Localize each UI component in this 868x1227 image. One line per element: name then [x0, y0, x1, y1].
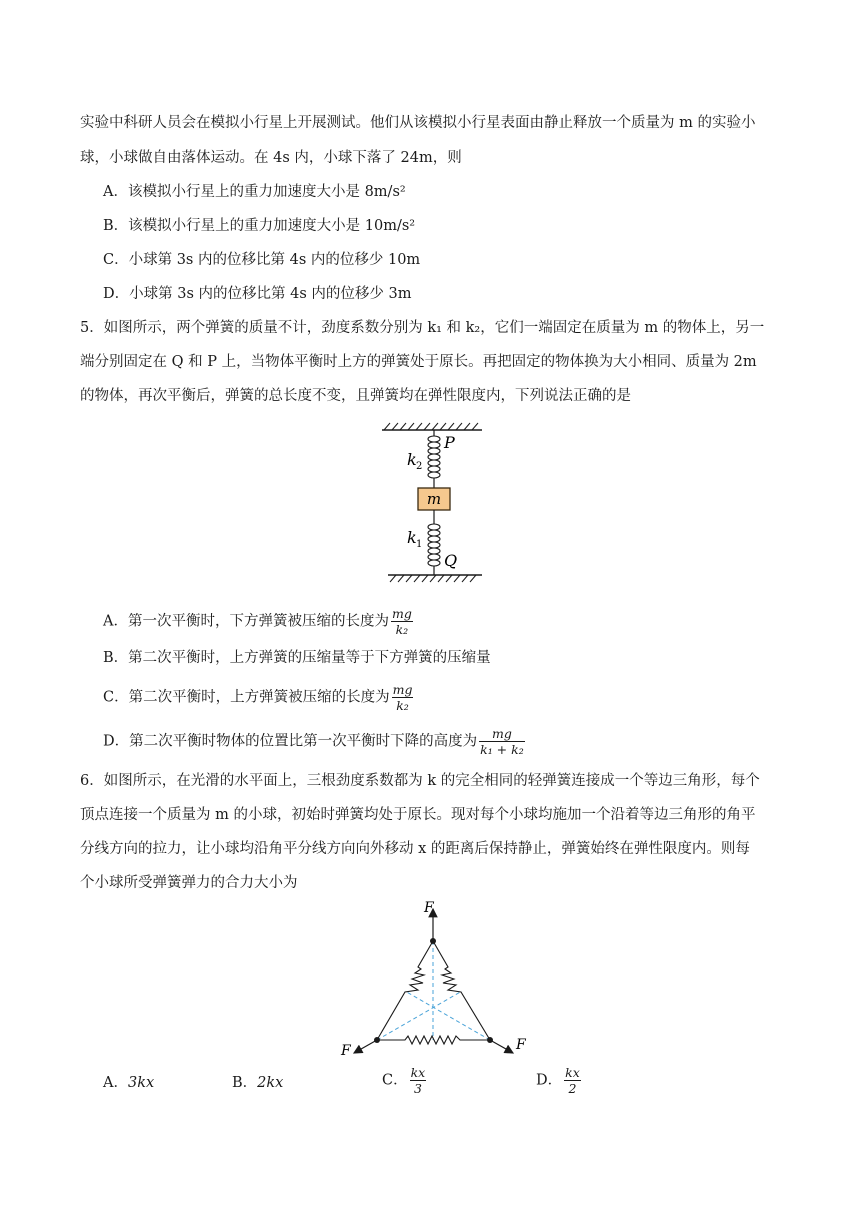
q6-answer-c-num: kx	[410, 1065, 426, 1080]
q5-option-d-den: k₁ + k₂	[480, 742, 524, 757]
label-k1-sub: 1	[416, 539, 423, 550]
q5-option-c-text: C．第二次平衡时，上方弹簧被压缩的长度为	[103, 689, 390, 706]
q4-option-d: D．小球第 3s 内的位移比第 4s 内的位移少 3m	[103, 286, 412, 302]
q4-stem-line1: 实验中科研人员会在模拟小行星上开展测试。他们从该模拟小行星表面由静止释放一个质量为 m 的实验小	[80, 115, 756, 131]
q6-answer-a-label: A．	[103, 1075, 128, 1091]
q6-answer-c-den: 3	[413, 1081, 422, 1096]
q5-stem-line1: 5．如图所示，两个弹簧的质量不计，劲度系数分别为 k₁ 和 k₂，它们一端固定在质量为 m 的物体上，另一	[80, 320, 765, 336]
q6-answer-a	[103, 1073, 154, 1093]
q6-answer-c-label: C．	[382, 1072, 408, 1089]
q4-stem-line2: 球，小球做自由落体运动。在 4s 内，小球下落了 24m，则	[80, 150, 462, 166]
q6-answer-b	[232, 1073, 283, 1093]
spring-mass-figure	[370, 418, 500, 588]
q5-option-a	[103, 606, 813, 637]
q4-option-a: A．该模拟小行星上的重力加速度大小是 8m/s²	[103, 184, 406, 200]
label-q: Q	[444, 551, 458, 570]
q5-option-c	[103, 682, 813, 713]
q6-stem-line2: 顶点连接一个质量为 m 的小球，初始时弹簧均处于原长。现对每个小球均施加一个沿着等边三角形的角平	[80, 807, 756, 823]
q6-stem-line1: 6．如图所示，在光滑的水平面上，三根劲度系数都为 k 的完全相同的轻弹簧连接成一个等边三角形，每个	[80, 773, 760, 789]
q5-option-c-den: k₂	[396, 698, 409, 713]
q6-answer-b-label: B．	[232, 1075, 258, 1091]
q6-answer-d-label: D．	[536, 1072, 563, 1089]
q5-option-a-num: mg	[391, 606, 412, 621]
label-k2: k	[407, 450, 417, 469]
q5-option-c-num: mg	[392, 682, 413, 697]
q6-answer-c	[382, 1065, 426, 1096]
force-label-left: F	[341, 1043, 351, 1059]
q6-answer-c-fraction	[410, 1065, 427, 1096]
q6-answer-d-num: kx	[565, 1065, 580, 1080]
force-label-right: F	[516, 1037, 526, 1053]
q6-answer-d	[536, 1065, 581, 1096]
q5-option-a-fraction	[391, 606, 413, 637]
q4-option-c: C．小球第 3s 内的位移比第 4s 内的位移少 10m	[103, 252, 421, 268]
q5-option-d	[103, 726, 813, 757]
q5-option-a-text: A．第一次平衡时，下方弹簧被压缩的长度为	[103, 613, 389, 630]
q6-stem-line4: 个小球所受弹簧弹力的合力大小为	[80, 875, 298, 891]
q5-option-d-num: mg	[479, 726, 525, 742]
label-k1: k	[407, 528, 417, 547]
force-label-top: F	[424, 900, 434, 916]
q6-answer-b-value: 2kx	[257, 1075, 284, 1091]
q5-option-c-fraction	[392, 682, 414, 713]
q5-stem-line3: 的物体，再次平衡后，弹簧的总长度不变，且弹簧均在弹性限度内，下列说法正确的是	[80, 388, 631, 404]
q5-option-d-text: D．第二次平衡时物体的位置比第一次平衡时下降的高度为	[103, 733, 478, 750]
triangle-spring-figure	[330, 895, 540, 1065]
q5-stem-line2: 端分别固定在 Q 和 P 上，当物体平衡时上方的弹簧处于原长。再把固定的物体换为大小相同、质量为 2m	[80, 354, 757, 370]
q5-option-a-den: k₂	[395, 622, 409, 637]
q6-answer-a-value: 3kx	[127, 1075, 155, 1091]
label-p: P	[444, 433, 455, 452]
q6-answer-d-den: 2	[568, 1081, 577, 1096]
q6-answer-d-fraction	[564, 1065, 581, 1096]
block-label-m: m	[426, 490, 442, 508]
q5-option-d-fraction	[479, 726, 525, 757]
q4-option-b: B．该模拟小行星上的重力加速度大小是 10m/s²	[103, 218, 416, 234]
label-k2-sub: 2	[416, 461, 423, 472]
q6-stem-line3: 分线方向的拉力，让小球均沿角平分线方向向外移动 x 的距离后保持静止，弹簧始终在弹性限度内。则每	[80, 841, 750, 857]
q5-option-b: B．第二次平衡时，上方弹簧的压缩量等于下方弹簧的压缩量	[103, 650, 491, 666]
